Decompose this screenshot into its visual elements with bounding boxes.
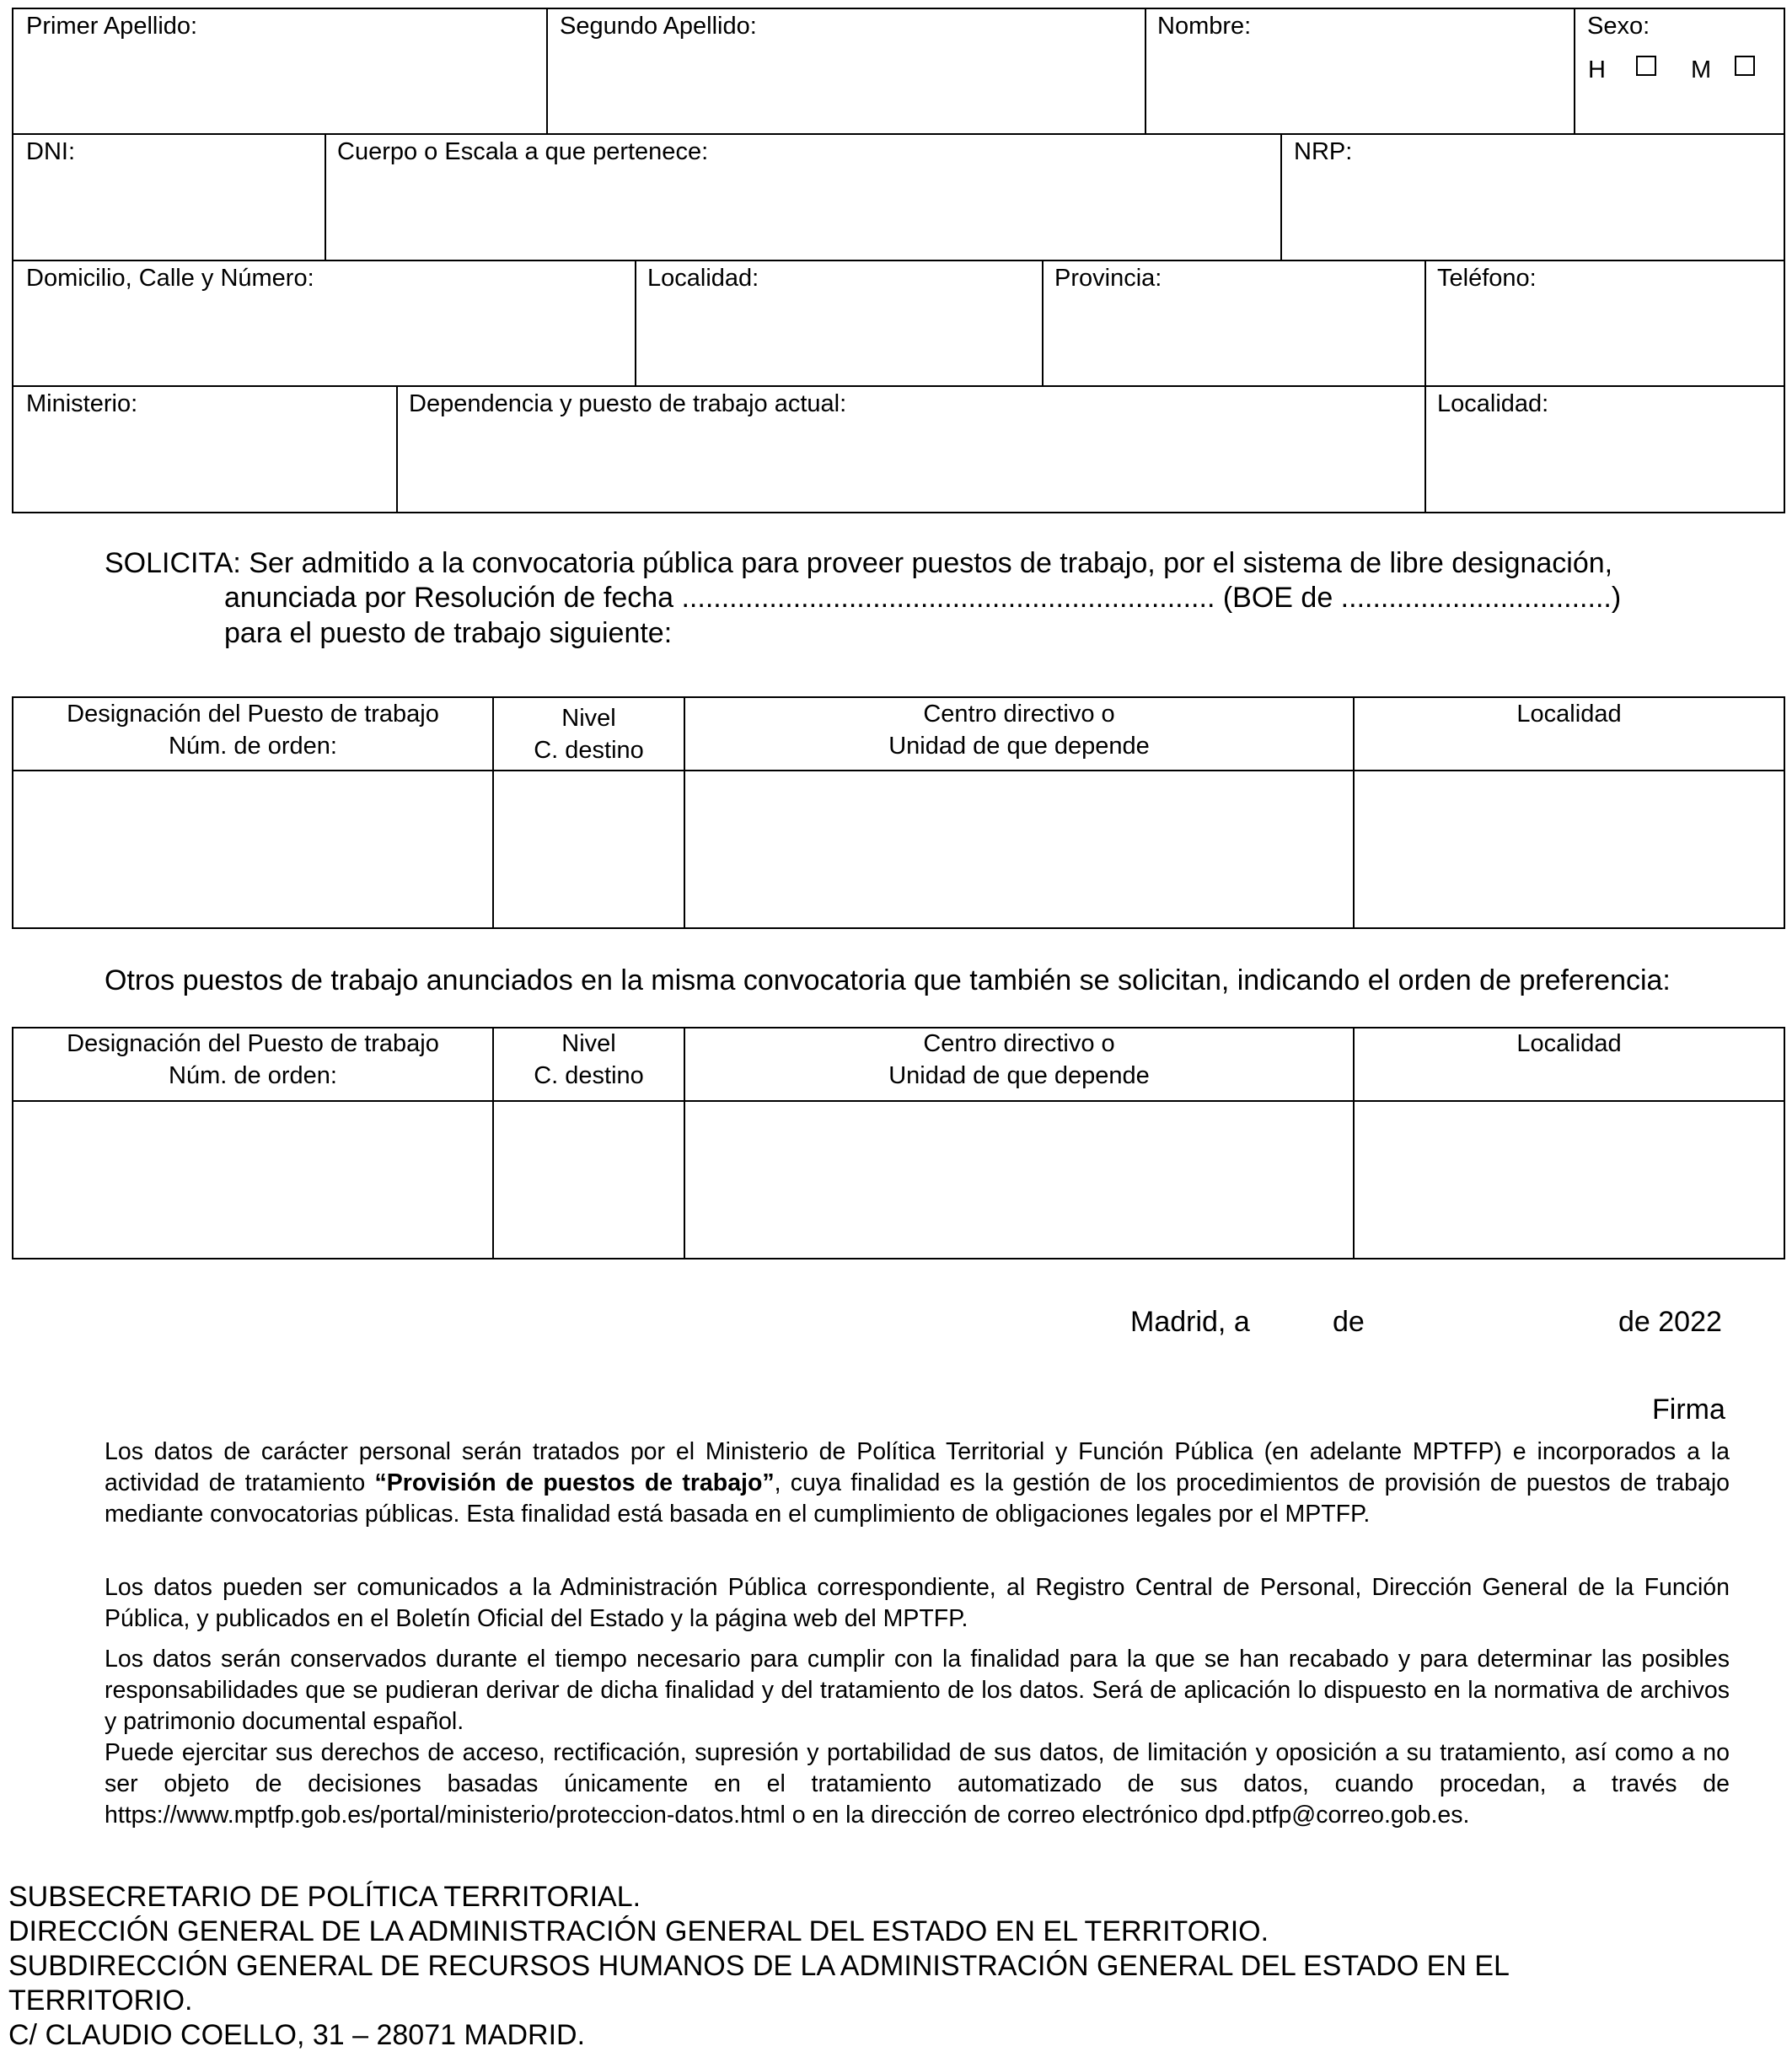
col-header-nivel bbox=[494, 1028, 684, 1092]
col-header-localidad bbox=[1355, 698, 1784, 730]
grid-col-divider bbox=[396, 385, 398, 513]
col-header-designacion bbox=[13, 1028, 492, 1092]
col-header-nivel-line2: C. destino bbox=[534, 1062, 644, 1089]
localidad-label: Localidad: bbox=[647, 265, 759, 292]
col-header-centro-line2: Unidad de que depende bbox=[888, 1062, 1150, 1089]
col-header-centro-line1: Centro directivo o bbox=[923, 1030, 1115, 1057]
grid-row-divider bbox=[12, 260, 1785, 261]
nrp-field[interactable] bbox=[1294, 137, 1352, 166]
puesto-centro-cell[interactable] bbox=[685, 771, 1353, 927]
grid-col-divider bbox=[546, 8, 548, 134]
col-header-nivel bbox=[494, 702, 684, 766]
ministerio-label: Ministerio: bbox=[26, 390, 138, 417]
privacy-paragraph-1 bbox=[105, 1437, 1730, 1530]
dependencia-field[interactable] bbox=[409, 389, 846, 418]
domicilio-field[interactable] bbox=[26, 264, 314, 293]
col-header-nivel-line2: C. destino bbox=[534, 737, 644, 764]
sexo-m-checkbox[interactable] bbox=[1735, 56, 1755, 76]
provincia-field[interactable] bbox=[1054, 264, 1162, 293]
col-header-designacion-line1: Designación del Puesto de trabajo bbox=[67, 701, 439, 728]
privacy-text-1-bold: “Provisión de puestos de trabajo” bbox=[374, 1469, 775, 1496]
otros-puestos-text: Otros puestos de trabajo anunciados en la misma convocatoria que también se solicitan, indicando el orden de preferencia: bbox=[105, 964, 1671, 996]
privacy-text-1a: Los datos de carácter personal serán tratados por el Ministerio de Política Territorial y Función Pública (en adelante MPTFP) e incorporados a la actividad de tratamiento bbox=[105, 1438, 1730, 1496]
cuerpo-escala-field[interactable] bbox=[337, 137, 708, 166]
col-header-nivel-line1: Nivel bbox=[561, 1030, 616, 1057]
solicita-line-1: SOLICITA: Ser admitido a la convocatoria pública para proveer puestos de trabajo, por el sistema de libre designación, bbox=[105, 547, 1613, 579]
primer-apellido-label: Primer Apellido: bbox=[26, 13, 198, 40]
grid-col-divider bbox=[635, 260, 636, 386]
col-header-centro-line2: Unidad de que depende bbox=[888, 733, 1150, 760]
dni-label: DNI: bbox=[26, 138, 75, 165]
col-header-designacion-line2: Núm. de orden: bbox=[169, 1062, 337, 1089]
fecha-de-2022: de 2022 bbox=[1618, 1306, 1722, 1338]
col-header-designacion-line1: Designación del Puesto de trabajo bbox=[67, 1030, 439, 1057]
otros-localidad-cell[interactable] bbox=[1355, 1102, 1784, 1258]
ministerio-field[interactable] bbox=[26, 389, 137, 418]
address-line-2: DIRECCIÓN GENERAL DE LA ADMINISTRACIÓN GENERAL DEL ESTADO EN EL TERRITORIO. bbox=[8, 1915, 1269, 1947]
nombre-field[interactable] bbox=[1157, 12, 1251, 40]
address-line-4: TERRITORIO. bbox=[8, 1984, 193, 2017]
otros-centro-cell[interactable] bbox=[685, 1102, 1353, 1258]
privacy-paragraph-3: Los datos serán conservados durante el tiempo necesario para cumplir con la finalidad para la que se han recabado y para determinar las posibles responsabilidades que se pudieran derivar de dicha finalidad y del tratamiento de los datos. Será de aplicación lo dispuesto en la normativa de archivos y patrimonio documental español. bbox=[105, 1646, 1730, 1735]
dni-field[interactable] bbox=[26, 137, 75, 166]
grid-row-divider bbox=[12, 385, 1785, 387]
address-line-3: SUBDIRECCIÓN GENERAL DE RECURSOS HUMANOS DE LA ADMINISTRACIÓN GENERAL DEL ESTADO EN EL bbox=[8, 1950, 1510, 1982]
address-line-5: C/ CLAUDIO COELLO, 31 – 28071 MADRID. bbox=[8, 2019, 586, 2051]
solicita-line-2: anunciada por Resolución de fecha ................................................................... (BOE de ..................................) bbox=[224, 582, 1622, 614]
nombre-label: Nombre: bbox=[1157, 13, 1252, 40]
col-header-centro-line1: Centro directivo o bbox=[923, 701, 1115, 728]
privacy-text-1b: , cuya finalidad es la gestión de los procedimientos de provisión de puestos de trabajo mediante convocatorias públicas. Esta finalidad está basada en el cumplimiento de obligaciones legales por el MPTFP. bbox=[105, 1469, 1730, 1528]
cuerpo-escala-label: Cuerpo o Escala a que pertenece: bbox=[337, 138, 709, 165]
grid-col-divider bbox=[1574, 8, 1575, 134]
col-header-designacion-line2: Núm. de orden: bbox=[169, 733, 337, 760]
grid-col-divider bbox=[1424, 385, 1426, 513]
telefono-label: Teléfono: bbox=[1437, 265, 1537, 292]
sexo-label: Sexo: bbox=[1587, 13, 1650, 40]
segundo-apellido-field[interactable] bbox=[560, 12, 757, 40]
firma-label: Firma bbox=[1652, 1394, 1725, 1426]
col-header-centro bbox=[685, 698, 1353, 762]
fecha-madrid: Madrid, a bbox=[1130, 1306, 1250, 1338]
segundo-apellido-label: Segundo Apellido: bbox=[560, 13, 757, 40]
solicita-line-3: para el puesto de trabajo siguiente: bbox=[224, 617, 673, 649]
puesto-nivel-cell[interactable] bbox=[494, 771, 684, 927]
sexo-h-label: H bbox=[1588, 56, 1606, 83]
sexo-m-label: M bbox=[1691, 56, 1712, 83]
otros-designacion-cell[interactable] bbox=[13, 1102, 492, 1258]
col-header-nivel-line1: Nivel bbox=[561, 705, 616, 732]
grid-row-divider bbox=[12, 133, 1785, 135]
telefono-field[interactable] bbox=[1437, 264, 1537, 293]
otros-nivel-cell[interactable] bbox=[494, 1102, 684, 1258]
primer-apellido-field[interactable] bbox=[26, 12, 197, 40]
privacy-paragraph-2: Los datos pueden ser comunicados a la Administración Pública correspondiente, al Registro Central de Personal, Dirección General de la Función Pública, y publicados en el Boletín Oficial del Estado y la página web del MPTFP. bbox=[105, 1574, 1730, 1632]
fecha-de-1: de bbox=[1333, 1306, 1365, 1338]
grid-col-divider bbox=[1042, 260, 1044, 386]
col-header-designacion bbox=[13, 698, 492, 762]
col-header-localidad bbox=[1355, 1028, 1784, 1060]
grid-col-divider bbox=[325, 133, 326, 260]
dependencia-label: Dependencia y puesto de trabajo actual: bbox=[409, 390, 847, 417]
localidad-actual-label: Localidad: bbox=[1437, 390, 1549, 417]
privacy-paragraph-4: Puede ejercitar sus derechos de acceso, rectificación, supresión y portabilidad de sus datos, de limitación y oposición a su tratamiento, así como a no ser objeto de decisiones basadas únicamente en el tratamiento automatizado de sus datos, cuando procedan, a través de https://www.mptfp.gob.es/portal/ministerio/proteccion-datos.html o en la dirección de correo electrónico dpd.ptfp@correo.gob.es. bbox=[105, 1739, 1730, 1829]
localidad-actual-field[interactable] bbox=[1437, 389, 1548, 418]
col-header-centro bbox=[685, 1028, 1353, 1092]
grid-col-divider bbox=[1280, 133, 1282, 260]
localidad-field[interactable] bbox=[647, 264, 759, 293]
col-header-localidad-line1: Localidad bbox=[1516, 1030, 1622, 1057]
provincia-label: Provincia: bbox=[1054, 265, 1162, 292]
puesto-localidad-cell[interactable] bbox=[1355, 771, 1784, 927]
grid-col-divider bbox=[1145, 8, 1146, 134]
grid-col-divider bbox=[1424, 260, 1426, 386]
sexo-h-checkbox[interactable] bbox=[1636, 56, 1656, 76]
domicilio-label: Domicilio, Calle y Número: bbox=[26, 265, 314, 292]
col-header-localidad-line1: Localidad bbox=[1516, 701, 1622, 728]
nrp-label: NRP: bbox=[1294, 138, 1353, 165]
puesto-designacion-cell[interactable] bbox=[13, 771, 492, 927]
address-line-1: SUBSECRETARIO DE POLÍTICA TERRITORIAL. bbox=[8, 1881, 641, 1913]
